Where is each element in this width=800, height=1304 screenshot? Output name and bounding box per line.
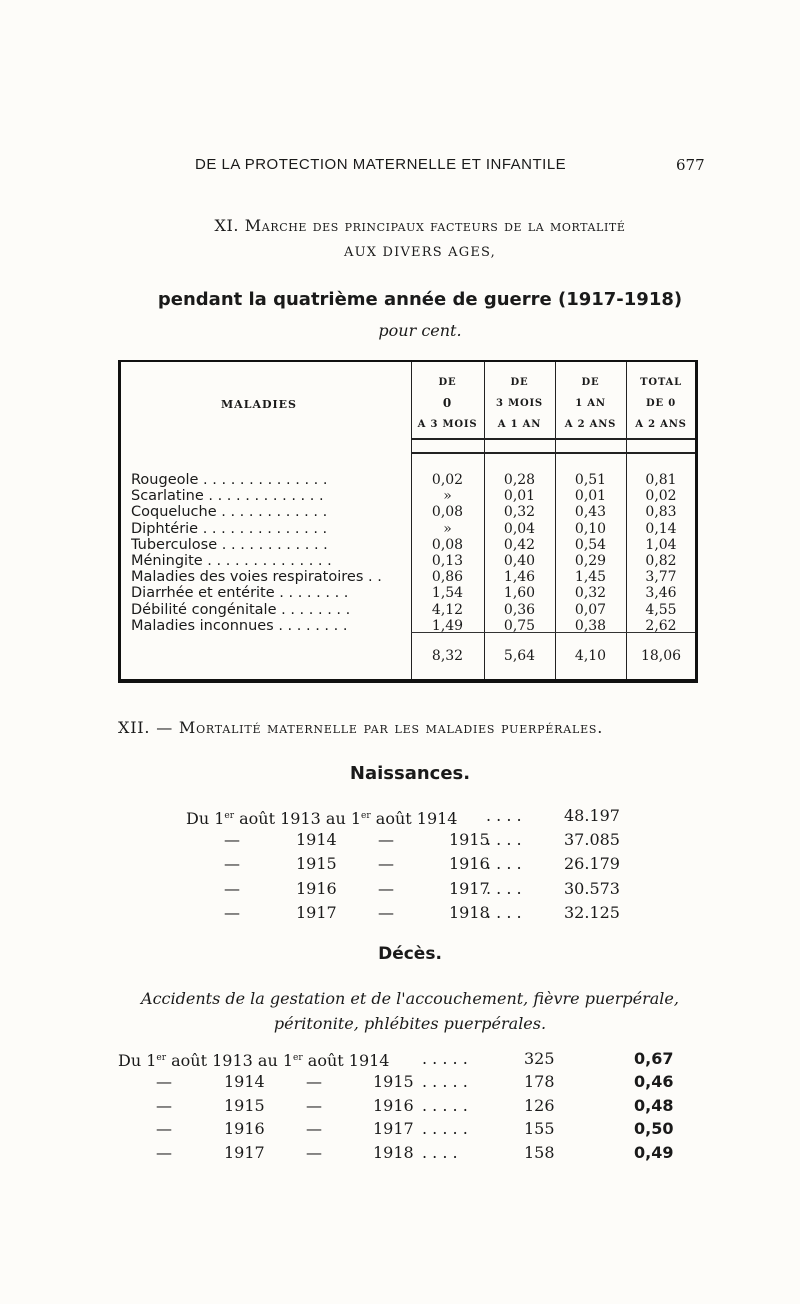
- table-row-label: Maladies des voies respiratoires . .: [131, 569, 382, 586]
- causes-text: [120, 986, 700, 1036]
- from-year: 1917: [224, 1142, 265, 1162]
- list-item: [186, 877, 646, 901]
- table-cell: 0,83: [645, 504, 677, 521]
- deces-heading: Décès.: [378, 944, 442, 964]
- table-cell: 0,81: [645, 472, 677, 488]
- section-12-number: XII. —: [118, 718, 174, 737]
- total-0-3-mois: 8,32: [431, 648, 464, 664]
- section-11-title: XI. Marche des principaux facteurs de la mortalité: [214, 216, 626, 235]
- table-row-label: Diphtérie . . . . . . . . . . . . . .: [131, 520, 328, 537]
- row-labels: [131, 472, 411, 634]
- table-cell: 0,08: [431, 504, 464, 521]
- table-row-label: Scarlatine . . . . . . . . . . . . .: [131, 488, 324, 505]
- from-year: 1915: [296, 854, 337, 874]
- deaths-count: 126: [524, 1095, 555, 1115]
- table-cell: 0,01: [503, 488, 536, 505]
- mortality-table: [118, 360, 698, 683]
- dot-leader: . . . .: [486, 830, 522, 850]
- table-cell: 0,36: [503, 601, 536, 618]
- table-cell: 3,77: [645, 569, 677, 586]
- table-cell: 0,86: [431, 569, 464, 586]
- from-year: 1916: [296, 878, 337, 898]
- naissances-heading: Naissances.: [349, 763, 471, 784]
- table-cell: 0,28: [503, 472, 536, 488]
- ditto-dash: —: [378, 878, 394, 898]
- dot-leader: . . . . .: [422, 1119, 468, 1139]
- list-item: [186, 828, 646, 852]
- col-values-3-mois-1-an: [484, 472, 555, 634]
- col-header-0-3-mois: DE 0 A 3 MOIS: [417, 377, 478, 430]
- page-number: 677: [676, 156, 705, 174]
- ditto-dash: —: [306, 1142, 322, 1162]
- from-year: 1914: [224, 1072, 265, 1092]
- deaths-percent: 0,48: [634, 1095, 674, 1115]
- to-year: 1917: [373, 1119, 414, 1139]
- table-row-label: Débilité congénitale . . . . . . . .: [131, 601, 351, 618]
- table-cell: 0,43: [574, 504, 607, 521]
- from-year: 1916: [224, 1119, 265, 1139]
- table-cell: 0,38: [574, 617, 607, 634]
- dot-leader: . . . .: [422, 1142, 458, 1162]
- list-item: [118, 1070, 678, 1093]
- section-12-title-text: Mortalité maternelle par les maladies puerpérales.: [178, 718, 604, 737]
- table-cell: 0,82: [645, 553, 677, 570]
- table-row-label: Tuberculose . . . . . . . . . . . .: [131, 536, 328, 553]
- total-all: 18,06: [640, 648, 682, 664]
- causes-line-1: Accidents de la gestation et de l'accouchement, fièvre puerpérale,: [141, 989, 679, 1008]
- table-cell: 1,60: [503, 585, 536, 602]
- deaths-count: 155: [524, 1119, 555, 1139]
- dot-leader: . . . .: [486, 806, 522, 825]
- dot-leader: . . . .: [486, 878, 522, 898]
- deaths-percent: 0,49: [634, 1142, 674, 1162]
- to-year: 1915: [449, 830, 490, 850]
- dot-leader: . . . .: [486, 902, 522, 922]
- col-values-0-3-mois: [411, 472, 484, 634]
- total-1-2-ans: 4,10: [574, 648, 607, 664]
- births-value: 48.197: [564, 806, 620, 825]
- table-cell: 0,54: [574, 536, 607, 553]
- list-item: [186, 852, 646, 876]
- deaths-count: 325: [524, 1049, 555, 1068]
- ditto-dash: —: [306, 1072, 322, 1092]
- births-value: 26.179: [564, 854, 620, 874]
- ditto-dash: —: [378, 854, 394, 874]
- to-year: 1916: [373, 1095, 414, 1115]
- table-cell: 3,46: [645, 585, 677, 602]
- table-cell: 0,40: [503, 553, 536, 570]
- to-year: 1916: [449, 854, 490, 874]
- ditto-dash: —: [378, 902, 394, 922]
- section-11-title-line2: AUX DIVERS AGES,: [343, 245, 497, 260]
- table-row-label: Coqueluche . . . . . . . . . . . .: [131, 504, 328, 521]
- dot-leader: . . . .: [486, 854, 522, 874]
- table-cell: 0,51: [574, 472, 607, 488]
- running-head: DE LA PROTECTION MATERNELLE ET INFANTILE: [195, 156, 567, 173]
- table-cell: 1,54: [431, 585, 464, 602]
- table-cell: 1,46: [503, 569, 536, 586]
- list-item: [186, 804, 646, 828]
- to-year: 1917: [449, 878, 490, 898]
- table-cell: 0,13: [431, 553, 464, 570]
- table-row-label: Diarrhée et entérite . . . . . . . .: [131, 585, 349, 602]
- col-values-total: [626, 472, 696, 634]
- table-cell: 0,08: [431, 536, 464, 553]
- period-start: Du 1er août 1913 au 1er août 1914: [118, 1051, 390, 1070]
- births-value: 30.573: [564, 878, 620, 898]
- table-cell: 0,42: [503, 536, 536, 553]
- deaths-list: [118, 1047, 678, 1164]
- section-11-unit: pour cent.: [378, 321, 462, 340]
- table-cell: 0,14: [645, 520, 677, 537]
- ditto-dash: —: [156, 1072, 172, 1092]
- table-cell: 0,02: [431, 472, 464, 488]
- causes-line-2: péritonite, phlébites puerpérales.: [273, 1014, 547, 1033]
- col-header-total: TOTAL DE 0 A 2 ANS: [635, 377, 687, 430]
- period-start: Du 1er août 1913 au 1er août 1914: [186, 809, 458, 828]
- deaths-percent: 0,50: [634, 1119, 674, 1139]
- section-11-subtitle: pendant la quatrième année de guerre (1917-1918): [157, 289, 683, 310]
- dot-leader: . . . . .: [422, 1095, 468, 1115]
- table-cell: 0,04: [503, 520, 536, 537]
- table-cell: 4,55: [645, 601, 677, 618]
- ditto-dash: —: [156, 1119, 172, 1139]
- list-item: [118, 1047, 678, 1070]
- ditto-dash: —: [224, 830, 240, 850]
- to-year: 1918: [373, 1142, 414, 1162]
- maladies-header: MALADIES: [221, 398, 297, 411]
- col-values-1-2-ans: [555, 472, 626, 634]
- table-cell: »: [443, 520, 452, 537]
- table-row-label: Maladies inconnues . . . . . . . .: [131, 617, 348, 634]
- table-cell: 0,75: [503, 617, 536, 634]
- table-cell: »: [443, 488, 452, 505]
- table-cell: 0,07: [574, 601, 607, 618]
- ditto-dash: —: [224, 902, 240, 922]
- from-year: 1917: [296, 902, 337, 922]
- table-cell: 0,29: [574, 553, 607, 570]
- to-year: 1918: [449, 902, 490, 922]
- to-year: 1915: [373, 1072, 414, 1092]
- table-cell: 1,45: [574, 569, 607, 586]
- deaths-percent: 0,67: [634, 1049, 674, 1068]
- deaths-count: 158: [524, 1142, 555, 1162]
- col-header-3-mois-1-an: DE 3 MOIS A 1 AN: [496, 377, 543, 430]
- dot-leader: . . . . .: [422, 1072, 468, 1092]
- list-item: [118, 1141, 678, 1164]
- ditto-dash: —: [224, 878, 240, 898]
- table-cell: 1,49: [431, 617, 464, 634]
- ditto-dash: —: [156, 1142, 172, 1162]
- from-year: 1915: [224, 1095, 265, 1115]
- col-header-1-2-ans: DE 1 AN A 2 ANS: [564, 377, 617, 430]
- list-item: [118, 1094, 678, 1117]
- from-year: 1914: [296, 830, 337, 850]
- table-cell: 0,01: [574, 488, 607, 505]
- ditto-dash: —: [224, 854, 240, 874]
- dot-leader: . . . . .: [422, 1049, 468, 1068]
- deaths-count: 178: [524, 1072, 555, 1092]
- births-value: 37.085: [564, 830, 620, 850]
- table-cell: 1,04: [645, 536, 677, 553]
- table-cell: 0,02: [645, 488, 677, 505]
- table-cell: 0,10: [574, 520, 607, 537]
- births-value: 32.125: [564, 902, 620, 922]
- section-12-title: [118, 718, 718, 737]
- ditto-dash: —: [378, 830, 394, 850]
- table-cell: 4,12: [431, 601, 464, 618]
- ditto-dash: —: [306, 1095, 322, 1115]
- table-row-label: Méningite . . . . . . . . . . . . . .: [131, 553, 332, 570]
- list-item: [118, 1117, 678, 1140]
- list-item: [186, 901, 646, 925]
- total-3-mois-1-an: 5,64: [503, 648, 536, 664]
- ditto-dash: —: [306, 1119, 322, 1139]
- table-row-label: Rougeole . . . . . . . . . . . . . .: [131, 472, 328, 488]
- ditto-dash: —: [156, 1095, 172, 1115]
- births-list: [186, 804, 646, 925]
- deaths-percent: 0,46: [634, 1072, 674, 1092]
- table-cell: 0,32: [503, 504, 536, 521]
- table-cell: 2,62: [645, 617, 677, 634]
- table-cell: 0,32: [574, 585, 607, 602]
